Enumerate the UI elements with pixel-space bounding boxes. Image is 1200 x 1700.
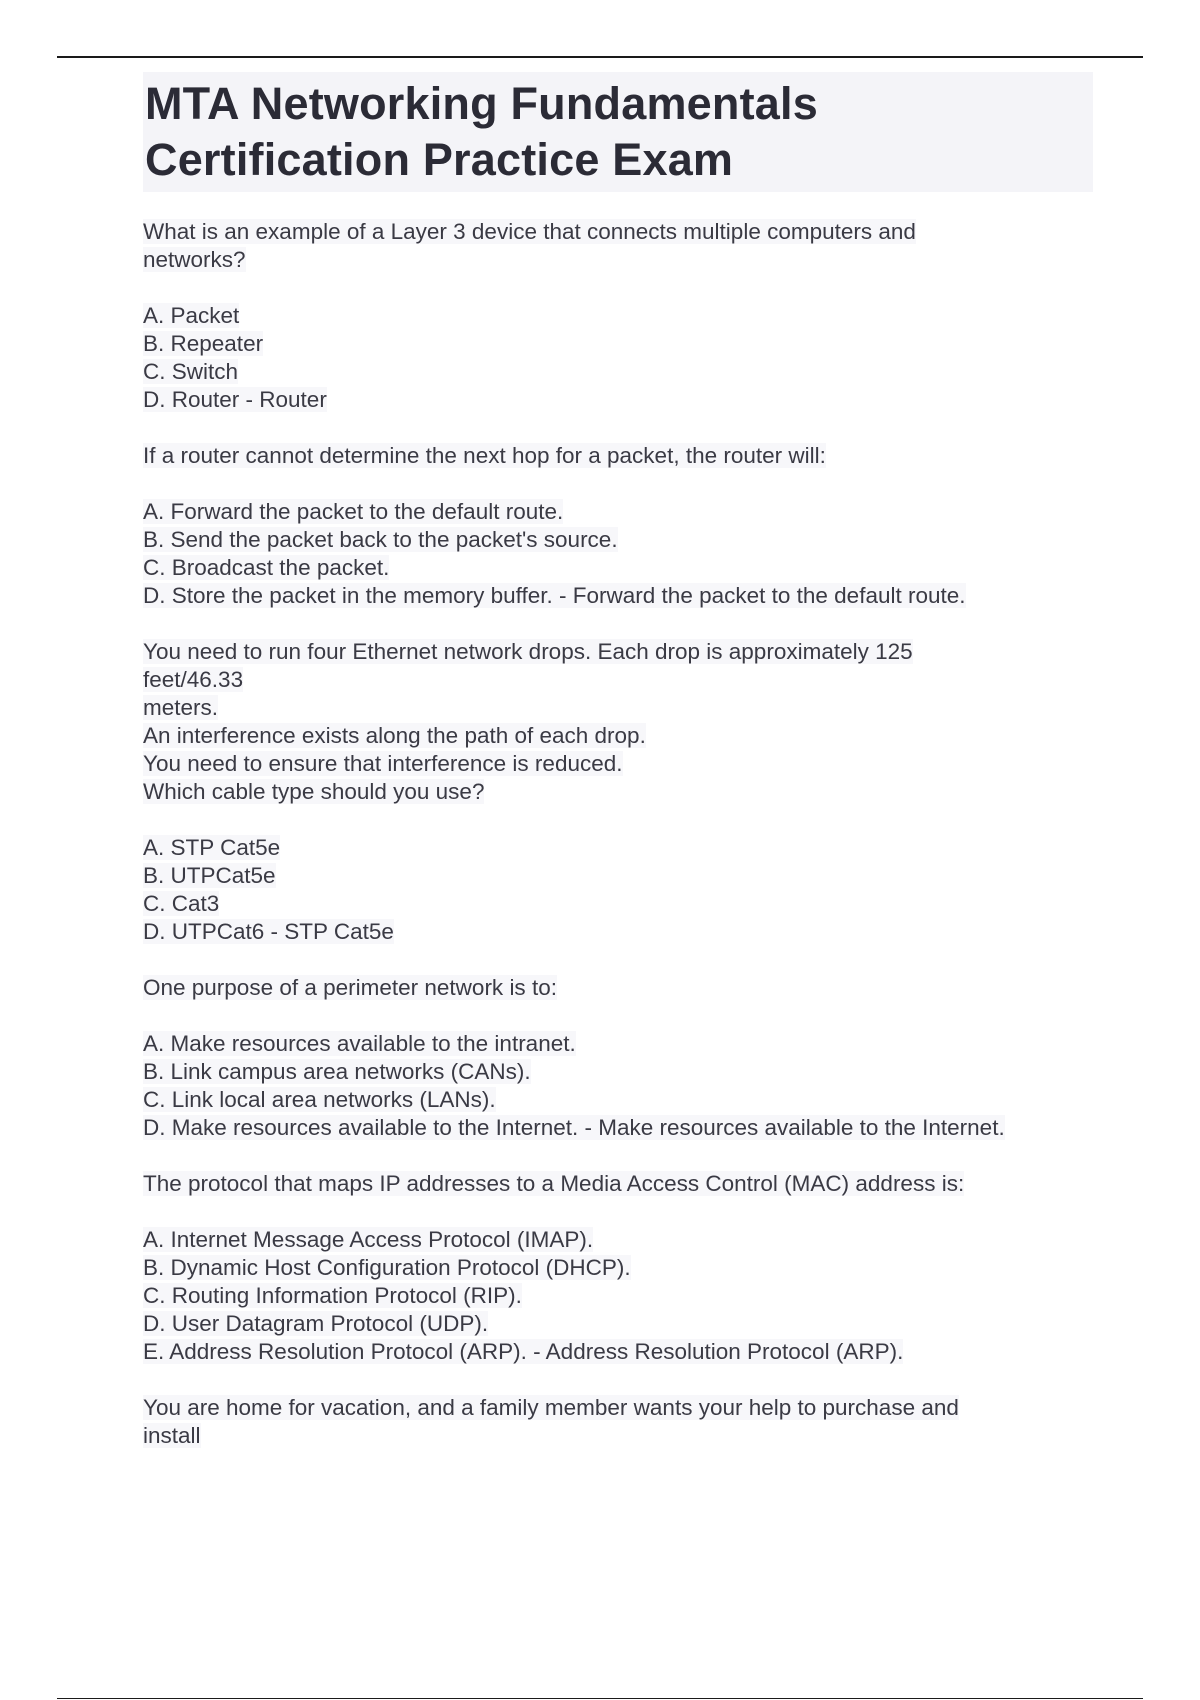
question-prompt-line: [143, 246, 1093, 274]
question-prompt-text: networks?: [143, 247, 246, 272]
question-prompt-line: [143, 1422, 1093, 1450]
answer-option-text: B. Dynamic Host Configuration Protocol (DHCP).: [143, 1255, 631, 1280]
answer-option: [143, 1310, 1093, 1338]
answer-option-text: B. UTPCat5e: [143, 863, 276, 888]
question-prompt-text: You need to ensure that interference is reduced.: [143, 751, 623, 776]
question-block: [143, 442, 1093, 610]
answer-option: [143, 1058, 1093, 1086]
title-line: MTA Networking Fundamentals: [145, 78, 818, 129]
answer-option-text: D. Store the packet in the memory buffer. - Forward the packet to the default route.: [143, 583, 966, 608]
question-prompt-line: [143, 750, 1093, 778]
answer-option: [143, 526, 1093, 554]
answer-option: [143, 1114, 1093, 1142]
answer-option-text: C. Routing Information Protocol (RIP).: [143, 1283, 522, 1308]
bottom-divider: [57, 1698, 1143, 1699]
answer-option: [143, 1226, 1093, 1254]
answer-option: [143, 330, 1093, 358]
answer-option: [143, 1254, 1093, 1282]
page-title: [143, 72, 1093, 192]
question-prompt-line: [143, 218, 1093, 246]
spacer: [143, 1002, 1093, 1030]
answer-option-text: D. Make resources available to the Internet. - Make resources available to the Internet.: [143, 1115, 1005, 1140]
answer-option: [143, 1338, 1093, 1366]
spacer: [143, 806, 1093, 834]
question-block: [143, 218, 1093, 414]
question-block: [143, 1170, 1093, 1366]
question-prompt-text: You need to run four Ethernet network drops. Each drop is approximately 125: [143, 639, 913, 664]
document-body: [143, 72, 1093, 1478]
question-prompt-text: Which cable type should you use?: [143, 779, 485, 804]
title-text: [145, 76, 1091, 188]
question-prompt-text: If a router cannot determine the next hop for a packet, the router will:: [143, 443, 826, 468]
answer-option: [143, 918, 1093, 946]
answer-option-text: A. STP Cat5e: [143, 835, 281, 860]
answer-option-text: C. Broadcast the packet.: [143, 555, 390, 580]
answer-option-text: A. Packet: [143, 303, 240, 328]
spacer: [143, 1198, 1093, 1226]
answer-option-text: C. Link local area networks (LANs).: [143, 1087, 496, 1112]
answer-option-text: B. Send the packet back to the packet's source.: [143, 527, 618, 552]
answer-option-text: C. Cat3: [143, 891, 220, 916]
question-prompt-text: meters.: [143, 695, 219, 720]
answer-option: [143, 498, 1093, 526]
answer-option-text: A. Internet Message Access Protocol (IMAP).: [143, 1227, 594, 1252]
answer-option-text: C. Switch: [143, 359, 239, 384]
question-block: [143, 638, 1093, 946]
answer-option-text: B. Link campus area networks (CANs).: [143, 1059, 531, 1084]
answer-option-text: D. UTPCat6 - STP Cat5e: [143, 919, 394, 944]
answer-option: [143, 1282, 1093, 1310]
question-list: [143, 218, 1093, 1450]
answer-option: [143, 1030, 1093, 1058]
answer-option-text: A. Forward the packet to the default route.: [143, 499, 564, 524]
question-prompt-line: [143, 722, 1093, 750]
answer-option: [143, 582, 1093, 610]
spacer: [143, 470, 1093, 498]
question-prompt-line: [143, 442, 1093, 470]
question-prompt-line: [143, 778, 1093, 806]
question-prompt-line: [143, 638, 1093, 666]
answer-option: [143, 834, 1093, 862]
question-prompt-line: [143, 666, 1093, 694]
question-prompt-text: The protocol that maps IP addresses to a Media Access Control (MAC) address is:: [143, 1171, 965, 1196]
question-prompt-line: [143, 1394, 1093, 1422]
answer-option: [143, 358, 1093, 386]
title-line: Certification Practice Exam: [145, 134, 734, 185]
question-prompt-text: One purpose of a perimeter network is to:: [143, 975, 557, 1000]
question-block: [143, 1394, 1093, 1450]
top-divider: [57, 56, 1143, 58]
question-prompt-text: What is an example of a Layer 3 device that connects multiple computers and: [143, 219, 916, 244]
question-prompt-line: [143, 694, 1093, 722]
question-prompt-text: An interference exists along the path of each drop.: [143, 723, 646, 748]
answer-option-text: D. Router - Router: [143, 387, 327, 412]
answer-option-text: A. Make resources available to the intranet.: [143, 1031, 576, 1056]
question-prompt-text: You are home for vacation, and a family member wants your help to purchase and: [143, 1395, 959, 1420]
answer-option: [143, 890, 1093, 918]
answer-option-text: E. Address Resolution Protocol (ARP). - Address Resolution Protocol (ARP).: [143, 1339, 904, 1364]
question-prompt-text: feet/46.33: [143, 667, 244, 692]
answer-option: [143, 1086, 1093, 1114]
answer-option: [143, 862, 1093, 890]
question-prompt-text: install: [143, 1423, 201, 1448]
answer-option-text: B. Repeater: [143, 331, 264, 356]
spacer: [143, 274, 1093, 302]
answer-option: [143, 554, 1093, 582]
answer-option: [143, 302, 1093, 330]
question-prompt-line: [143, 1170, 1093, 1198]
question-block: [143, 974, 1093, 1142]
answer-option: [143, 386, 1093, 414]
question-prompt-line: [143, 974, 1093, 1002]
answer-option-text: D. User Datagram Protocol (UDP).: [143, 1311, 489, 1336]
